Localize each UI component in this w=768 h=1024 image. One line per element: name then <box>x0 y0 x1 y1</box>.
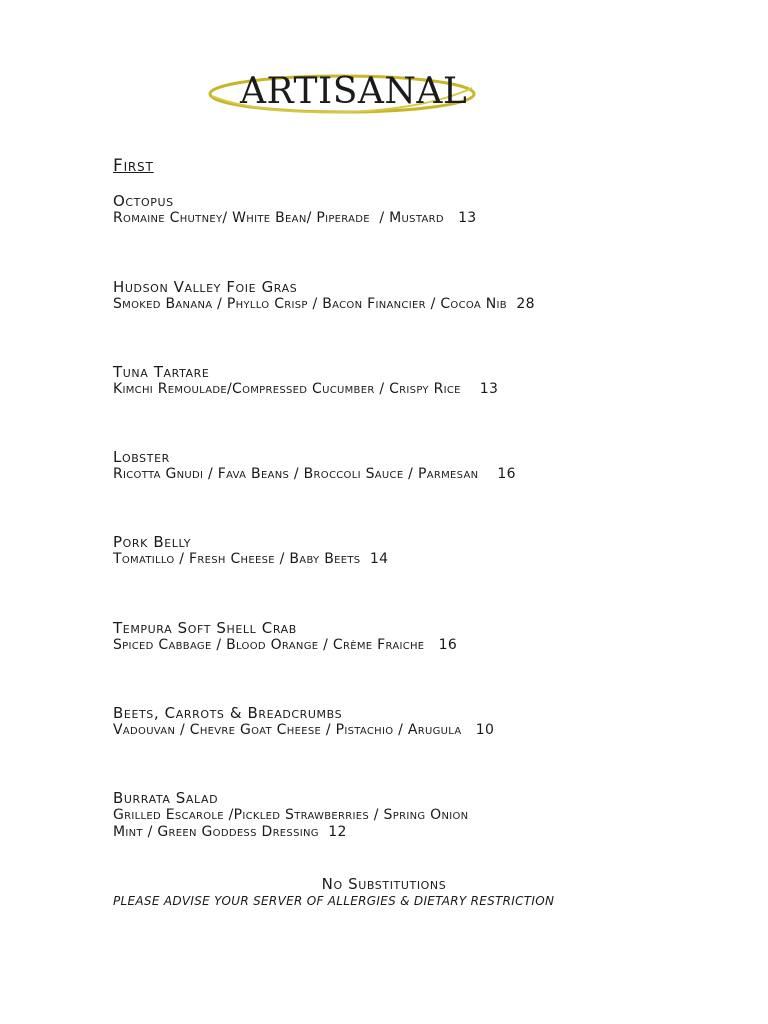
menu-item <box>113 363 713 398</box>
item-description: Tomatillo / Fresh Cheese / Baby Beets 14 <box>113 551 389 567</box>
item-name: Lobster <box>113 448 170 466</box>
menu-item <box>113 448 713 483</box>
section-heading: First <box>113 156 154 176</box>
item-description: Spiced Cabbage / Blood Orange / Crème Fraiche 16 <box>113 637 458 653</box>
artisanal-logo <box>204 66 478 122</box>
item-name: Tuna Tartare <box>113 363 210 381</box>
item-description: Smoked Banana / Phyllo Crisp / Bacon Financier / Cocoa Nib 28 <box>113 296 535 312</box>
item-description: Ricotta Gnudi / Fava Beans / Broccoli Sauce / Parmesan 16 <box>113 466 516 482</box>
item-description: Kimchi Remoulade/Compressed Cucumber / Crispy Rice 13 <box>113 381 499 397</box>
item-description: Romaine Chutney/ White Bean/ Piperade / Mustard 13 <box>113 210 477 226</box>
menu-item <box>113 619 713 654</box>
item-name: Octopus <box>113 192 174 210</box>
item-name: Pork Belly <box>113 533 192 551</box>
menu-item <box>113 533 713 568</box>
item-name: Tempura Soft Shell Crab <box>113 619 297 637</box>
menu-item <box>113 789 713 841</box>
menu-item <box>113 192 713 227</box>
logo-text: ARTISANAL <box>240 71 468 112</box>
menu-item <box>113 278 713 313</box>
no-substitutions-notice: No Substitutions <box>321 875 447 893</box>
item-name: Burrata Salad <box>113 789 219 807</box>
allergy-advisory: PLEASE ADVISE YOUR SERVER OF ALLERGIES & DIETARY RESTRICTION <box>113 894 555 908</box>
item-name: Beets, Carrots & Breadcrumbs <box>113 704 343 722</box>
item-description: Vadouvan / Chevre Goat Cheese / Pistachio / Arugula 10 <box>113 722 495 738</box>
menu-item <box>113 704 713 739</box>
item-name: Hudson Valley Foie Gras <box>113 278 298 296</box>
item-description-line-2: Mint / Green Goddess Dressing 12 <box>113 824 347 840</box>
item-description: Grilled Escarole /Pickled Strawberries / Spring Onion <box>113 807 469 823</box>
